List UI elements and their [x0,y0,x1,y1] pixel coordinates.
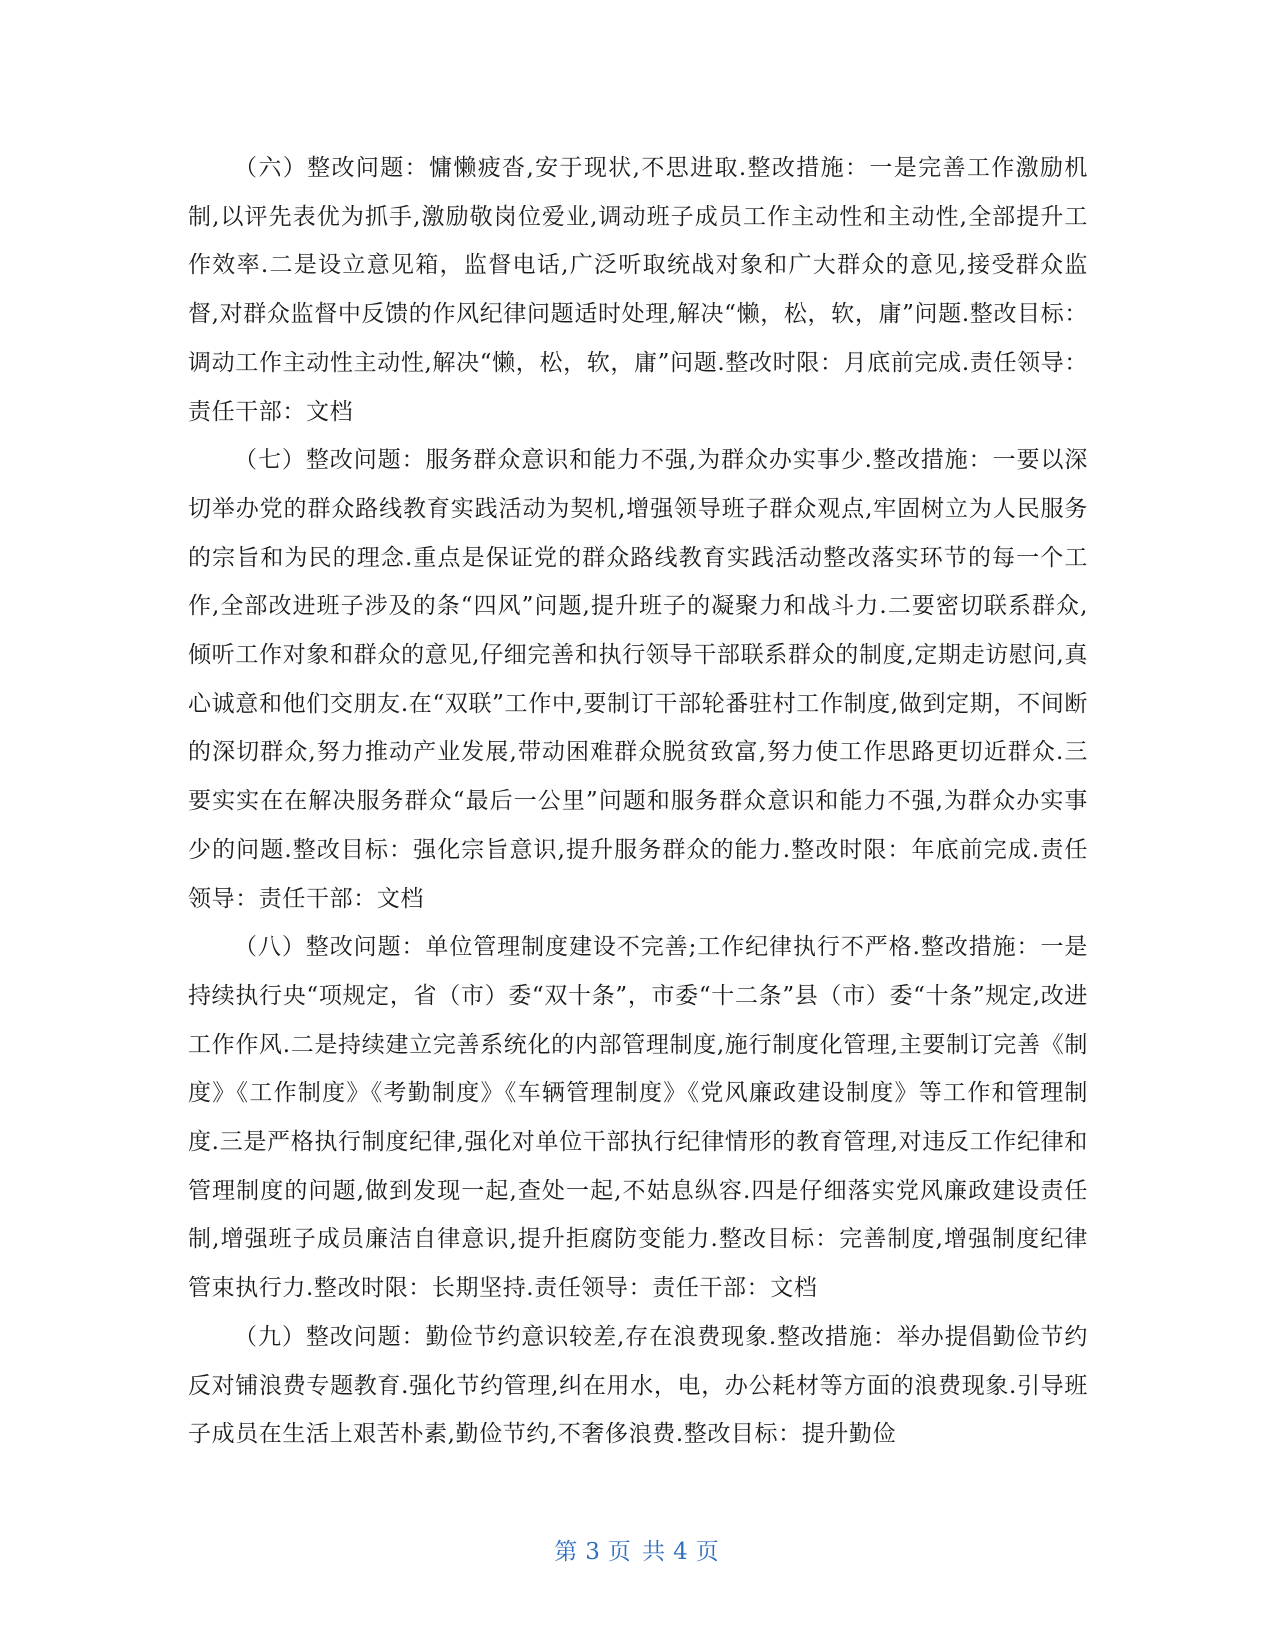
footer-current-page: 3 [585,1539,602,1565]
paragraph-six: （六）整改问题：慵懒疲沓,安于现状,不思进取.整改措施：一是完善工作激励机制,以评先表优为抓手,激励敬岗位爱业,调动班子成员工作主动性和主动性,全部提升工作效率.二是设立意见箱，监督电话,广泛听取统战对象和广大群众的意见,接受群众监督,对群众监督中反馈的作风纪律问题适时处理,解决“懒，松，软，庸”问题.整改目标：调动工作主动性主动性,解决“懒，松，软，庸”问题.整改时限：月底前完成.责任领导：责任干部：文档 [188,155,1088,425]
footer-total-pages: 4 [673,1539,690,1565]
paragraph-seven: （七）整改问题：服务群众意识和能力不强,为群众办实事少.整改措施：一要以深切举办党的群众路线教育实践活动为契机,增强领导班子群众观点,牢固树立为人民服务的宗旨和为民的理念.重点是保证党的群众路线教育实践活动整改落实环节的每一个工作,全部改进班子涉及的条“四风”问题,提升班子的凝聚力和战斗力.二要密切联系群众,倾听工作对象和群众的意见,仔细完善和执行领导干部联系群众的制度,定期走访慰问,真心诚意和他们交朋友.在“双联”工作中,要制订干部轮番驻村工作制度,做到定期，不间断的深切群众,努力推动产业发展,带动困难群众脱贫致富,努力使工作思路更切近群众.三要实实在在解决服务群众“最后一公里”问题和服务群众意识和能力不强,为群众办实事少的问题.整改目标：强化宗旨意识,提升服务群众的能力.整改时限：年底前完成.责任领导：责任干部：文档 [188,447,1088,912]
document-body [188,144,1088,1459]
footer-suffix: 页 [695,1539,721,1565]
page-footer [0,1533,1275,1566]
footer-middle: 页 共 [607,1539,668,1565]
footer-prefix: 第 [554,1539,580,1565]
paragraph-eight: （八）整改问题：单位管理制度建设不完善;工作纪律执行不严格.整改措施：一是持续执行央“项规定，省（市）委“双十条”，市委“十二条”县（市）委“十条”规定,改进工作作风.二是持续建立完善系统化的内部管理制度,施行制度化管理,主要制订完善《制度》《工作制度》《考勤制度》《车辆管理制度》《党风廉政建设制度》等工作和管理制度.三是严格执行制度纪律,强化对单位干部执行纪律情形的教育管理,对违反工作纪律和管理制度的问题,做到发现一起,查处一起,不姑息纵容.四是仔细落实党风廉政建设责任制,增强班子成员廉洁自律意识,提升拒腐防变能力.整改目标：完善制度,增强制度纪律管束执行力.整改时限：长期坚持.责任领导：责任干部：文档 [188,934,1088,1302]
paragraph-nine: （九）整改问题：勤俭节约意识较差,存在浪费现象.整改措施：举办提倡勤俭节约反对铺浪费专题教育.强化节约管理,纠在用水，电，办公耗材等方面的浪费现象.引导班子成员在生活上艰苦朴素,勤俭节约,不奢侈浪费.整改目标：提升勤俭 [188,1323,1088,1448]
